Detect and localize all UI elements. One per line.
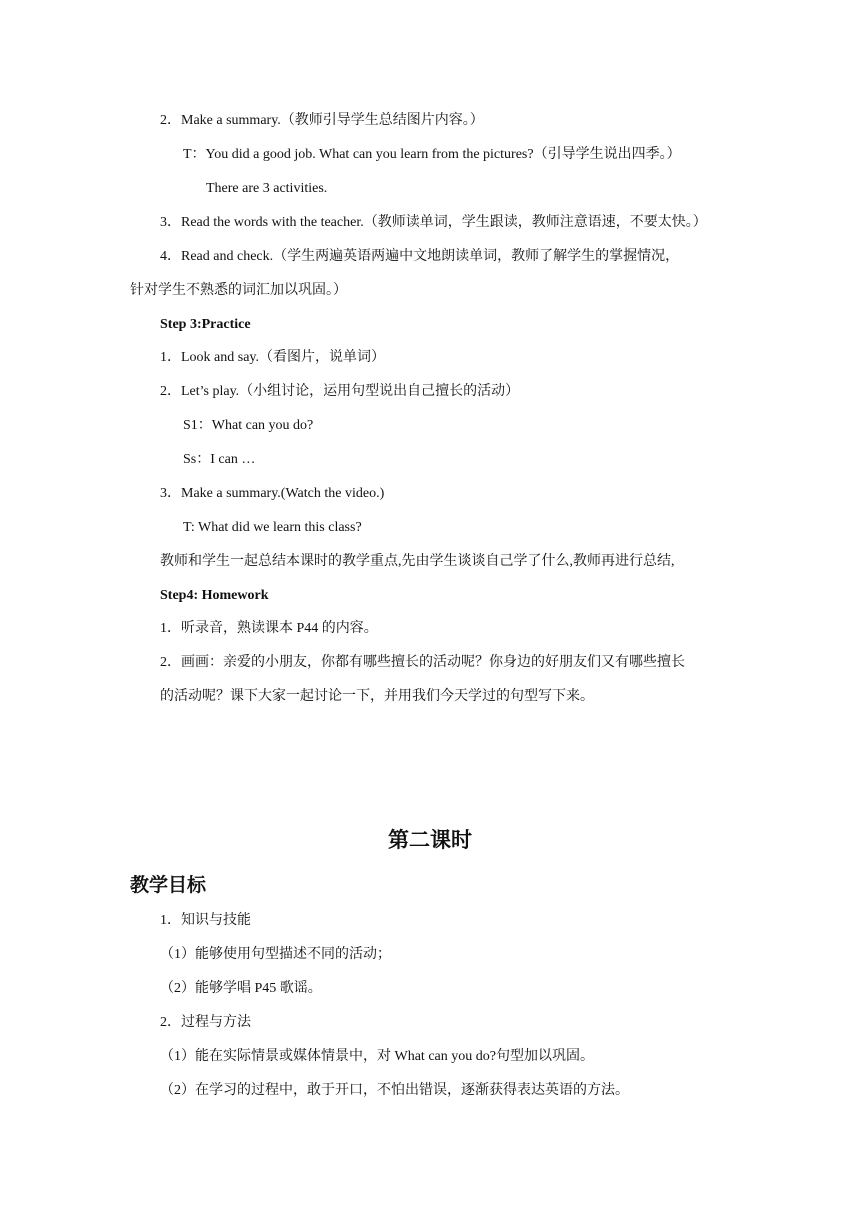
step3-heading: Step 3:Practice [160, 317, 251, 332]
dialogue-s1: S1：What can you do? [183, 418, 314, 433]
lets-play: 2．Let’s play.（小组讨论，运用句型说出自己擅长的活动） [160, 384, 520, 399]
objective-2-2: （2）在学习的过程中，敢于开口，不怕出错误，逐渐获得表达英语的方法。 [160, 1083, 629, 1098]
activities-note: There are 3 activities. [206, 181, 328, 196]
homework-item-2: 2．画画：亲爱的小朋友，你都有哪些擅长的活动呢？你身边的好朋友们又有哪些擅长 [160, 655, 685, 670]
make-summary-video: 3．Make a summary.(Watch the video.) [160, 486, 385, 501]
objective-1-2: （2）能够学唱 P45 歌谣。 [160, 981, 322, 996]
homework-item-1: 1．听录音，熟读课本 P44 的内容。 [160, 621, 378, 636]
objective-1-1: （1）能够使用句型描述不同的活动； [160, 947, 391, 962]
step4-heading: Step4: Homework [160, 588, 269, 603]
read-words-instruction: 3．Read the words with the teacher.（教师读单词，学生跟读，教师注意语速，不要太快。） [160, 215, 707, 230]
objectives-heading: 教学目标 [130, 874, 207, 896]
objective-process-methods: 2．过程与方法 [160, 1015, 251, 1030]
summary-note: 教师和学生一起总结本课时的教学重点,先由学生谈谈自己学了什么,教师再进行总结, [160, 554, 675, 569]
read-check-continuation: 针对学生不熟悉的词汇加以巩固。） [130, 283, 347, 298]
read-check-instruction: 4．Read and check.（学生两遍英语两遍中文地朗读单词，教师了解学生的掌握情况， [160, 249, 680, 264]
dialogue-ss: Ss：I can … [183, 452, 256, 467]
teacher-class-question: T: What did we learn this class? [183, 520, 362, 535]
summary-instruction: 2．Make a summary.（教师引导学生总结图片内容。） [160, 113, 484, 128]
lesson-title: 第二课时 [388, 828, 472, 852]
look-and-say: 1．Look and say.（看图片，说单词） [160, 350, 386, 365]
homework-item-2-continuation: 的活动呢？课下大家一起讨论一下，并用我们今天学过的句型写下来。 [160, 689, 594, 704]
objective-2-1: （1）能在实际情景或媒体情景中，对 What can you do?句型加以巩固。 [160, 1049, 594, 1064]
teacher-question: T：You did a good job. What can you learn from the pictures?（引导学生说出四季。） [183, 147, 681, 162]
objective-knowledge-skills: 1．知识与技能 [160, 913, 251, 928]
